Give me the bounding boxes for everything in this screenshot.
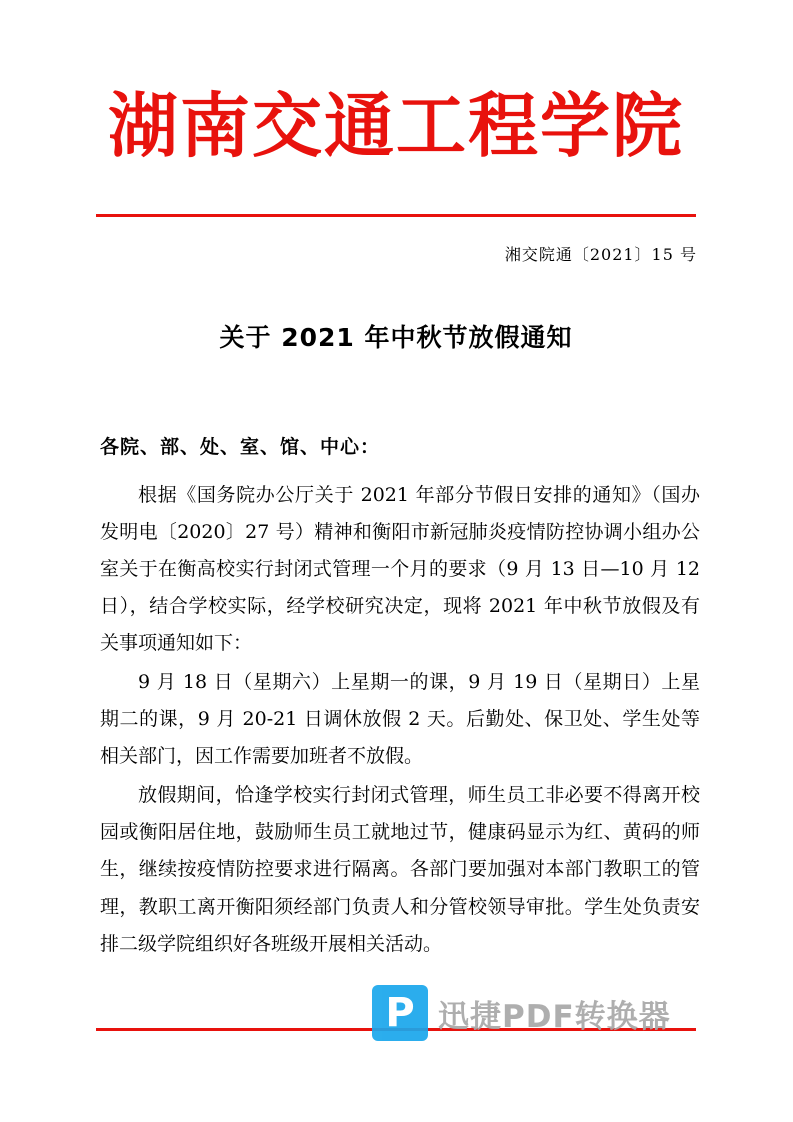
document-header [96, 86, 696, 167]
paragraph-1: 根据《国务院办公厅关于 2021 年部分节假日安排的通知》（国办发明电〔2020〕27 号）精神和衡阳市新冠肺炎疫情防控协调小组办公室关于在衡高校实行封闭式管理一个月的要求（9 月 13 日—10 月 12 日），结合学校实际，经学校研究决定，现将 2021 年中秋节放假及有关事项通知如下： [100, 484, 700, 655]
document-number: 湘交院通〔2021〕15 号 [504, 245, 697, 264]
document-body [100, 432, 700, 965]
header-red-rule [96, 214, 696, 217]
organization-title: 湖南交通工程学院 [108, 84, 684, 167]
watermark [372, 985, 671, 1041]
notice-title: 关于 2021 年中秋节放假通知 [219, 323, 573, 352]
paragraph-3: 放假期间，恰逢学校实行封闭式管理，师生员工非必要不得离开校园或衡阳居住地，鼓励师生员工就地过节，健康码显示为红、黄码的师生，继续按疫情防控要求进行隔离。各部门要加强对本部门教职工的管理，教职工离开衡阳须经部门负责人和分管校领导审批。学生处负责安排二级学院组织好各班级开展相关活动。 [100, 784, 700, 955]
paragraph-2: 9 月 18 日（星期六）上星期一的课，9 月 19 日（星期日）上星期二的课，9 月 20-21 日调休放假 2 天。后勤处、保卫处、学生处等相关部门，因工作需要加班者不放假。 [100, 671, 700, 768]
watermark-text: 迅捷PDF转换器 [438, 998, 671, 1035]
pdf-logo-letter: P [385, 990, 415, 1036]
pdf-logo-icon [372, 985, 428, 1041]
salutation: 各院、部、处、室、馆、中心： [100, 436, 381, 458]
